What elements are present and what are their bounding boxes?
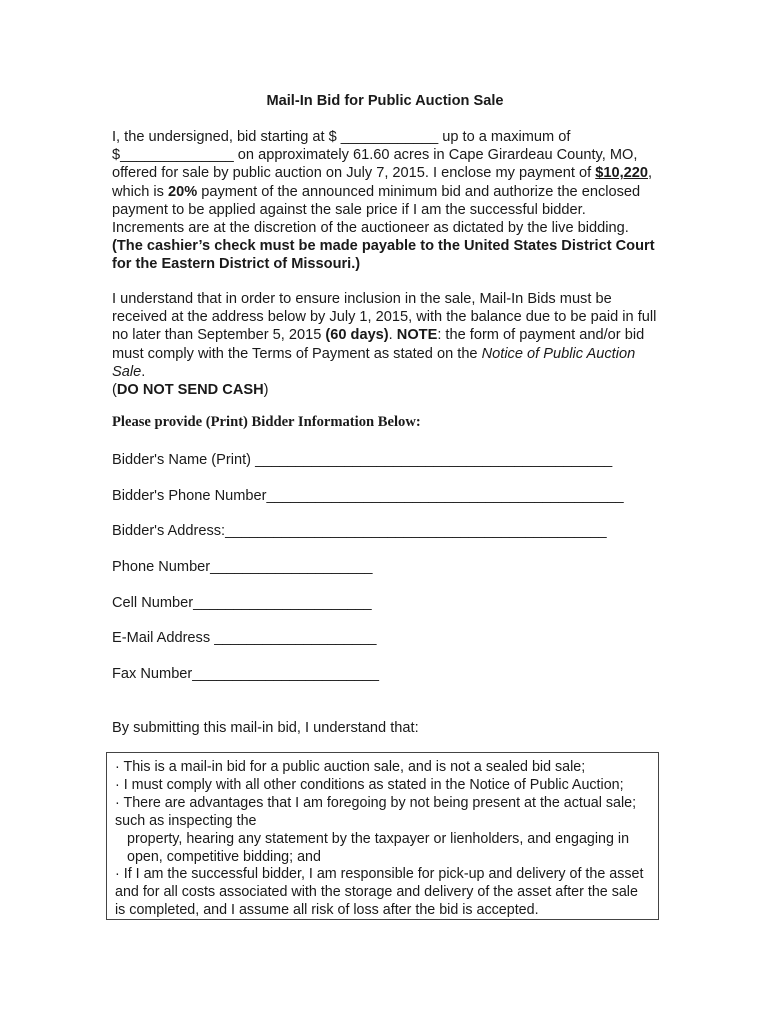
deadline-text-2: . — [388, 327, 397, 344]
bid-paragraph — [112, 128, 660, 274]
cell-number-field[interactable]: Cell Number______________________ — [112, 595, 372, 611]
bid-text-3: payment of the announced minimum bid and authorize the enclosed payment to be applied against the sale price if I am the successful bidder. Increments are at the discretion of the auctioneer as dictated by the live bidding. — [112, 183, 641, 237]
condition-item: · This is a mail-in bid for a public auction sale, and is not a sealed bid sale; — [115, 759, 586, 775]
payment-percent: 20% — [167, 183, 198, 200]
condition-item: · There are advantages that I am foregoing by not being present at the actual sale; such as inspecting the — [115, 794, 637, 829]
deadline-text-1: I understand that in order to ensure inclusion in the sale, Mail-In Bids must be received at the address below by July 1, 2015, with the balance due to be paid in full no later than September 5, 2015 — [112, 291, 657, 344]
payment-amount: $10,220 — [595, 165, 648, 182]
bid-text-2: , which is — [112, 165, 653, 200]
email-field[interactable]: E-Mail Address ____________________ — [112, 630, 377, 646]
bid-text-1: I, the undersigned, bid starting at $ ____________ up to a maximum of $______________ on approximately 61.60 acres in Cape Girardeau County, MO, offered for sale by public auction on July 7, 2015. I enclose my payment of — [112, 129, 638, 182]
cashier-check-note: (The cashier’s check must be made payable to the United States District Court for the Eastern District of Missouri.) — [112, 238, 655, 273]
bidder-name-field[interactable]: Bidder's Name (Print) ____________________________________________ — [112, 452, 613, 468]
fax-number-field[interactable]: Fax Number_______________________ — [112, 666, 379, 682]
conditions-box — [106, 752, 659, 920]
deadline-text-3: : the form of payment and/or bid must comply with the Terms of Payment as stated on the — [112, 327, 645, 362]
conditions-intro: By submitting this mail-in bid, I understand that: — [112, 720, 419, 736]
notice-title: Notice of Public Auction Sale — [112, 345, 636, 380]
condition-item-continued: property, hearing any statement by the taxpayer or lienholders, and engaging in open, competitive bidding; and — [127, 830, 630, 865]
cash-close: ) — [263, 382, 269, 399]
bidder-phone-field[interactable]: Bidder's Phone Number____________________________________________ — [112, 488, 624, 504]
days-note: (60 days) — [325, 327, 389, 344]
note-label: NOTE — [396, 327, 438, 344]
deadline-text-4: . — [141, 363, 146, 380]
cash-open: ( — [112, 382, 117, 399]
bidder-info-heading: Please provide (Print) Bidder Information Below: — [112, 414, 421, 430]
bidder-address-field[interactable]: Bidder's Address:_______________________________________________ — [112, 523, 607, 539]
deadline-paragraph — [112, 290, 660, 399]
document-title: Mail-In Bid for Public Auction Sale — [266, 93, 504, 109]
condition-item: · I must comply with all other conditions as stated in the Notice of Public Auction; — [115, 776, 624, 793]
no-cash-warning: DO NOT SEND CASH — [116, 382, 264, 399]
phone-number-field[interactable]: Phone Number____________________ — [112, 559, 373, 575]
condition-item: · If I am the successful bidder, I am responsible for pick-up and delivery of the asset and for all costs associated with the storage and delivery of the asset after the sale is completed, and I assume all risk of loss after the bid is accepted. — [115, 866, 644, 919]
